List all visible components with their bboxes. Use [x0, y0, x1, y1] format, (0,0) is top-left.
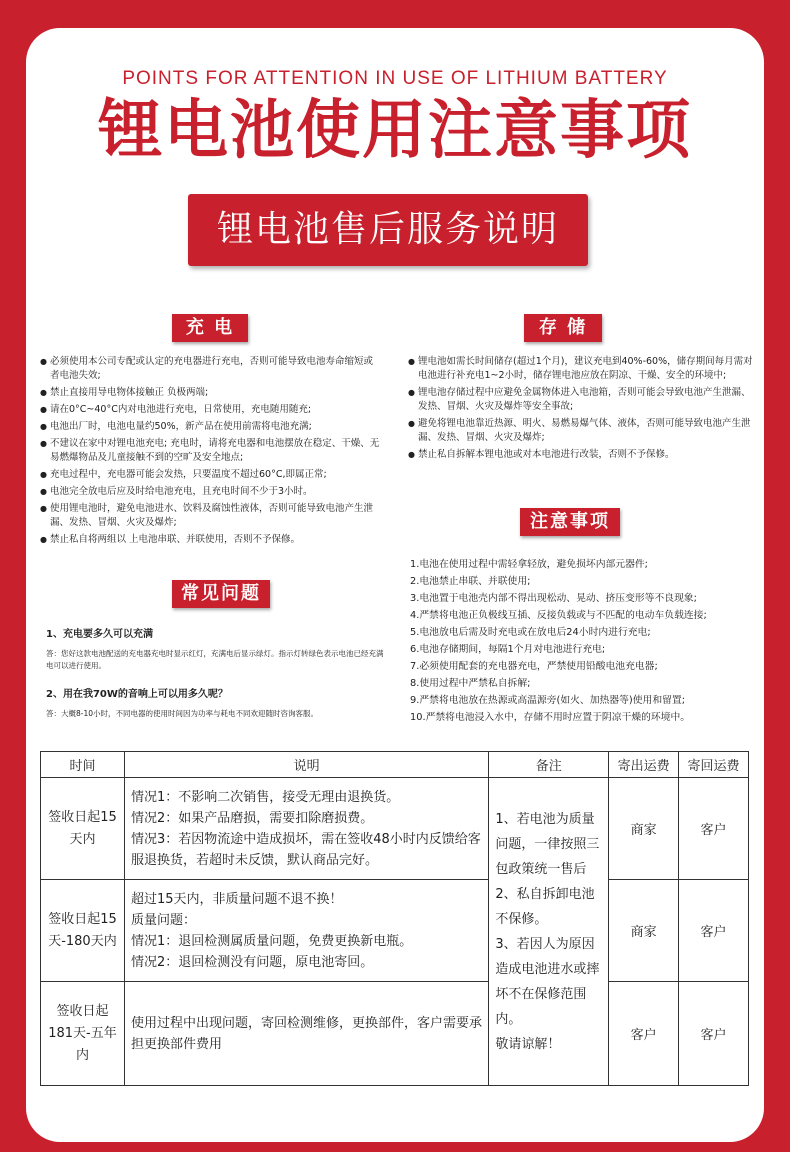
attention-list	[410, 558, 760, 728]
row-time: 签收日起15天内	[41, 778, 125, 880]
header-send-fee: 寄出运费	[609, 752, 679, 778]
header-time: 时间	[41, 752, 125, 778]
storage-item: ● 禁止私自拆解本锂电池或对本电池进行改装，否则不予保修。	[408, 448, 754, 462]
row-send-fee: 商家	[609, 880, 679, 982]
attention-item: 5.电池放电后需及时充电或在放电后24小时内进行充电;	[410, 627, 651, 638]
english-title: POINTS FOR ATTENTION IN USE OF LITHIUM BATTERY	[122, 68, 668, 89]
charging-item: ● 使用锂电池时，避免电池进水、饮料及腐蚀性液体，否则可能导致电池产生泄漏、发热、冒烟、火灾及爆炸;	[40, 502, 380, 530]
service-banner: 锂电池售后服务说明	[188, 194, 588, 266]
table-row	[41, 982, 749, 1086]
attention-item: 4.严禁将电池正负极线互插、反接负载或与不匹配的电动车负载连接;	[410, 610, 707, 621]
attention-item: 10.严禁将电池浸入水中，存储不用时应置于阴凉干燥的环境中。	[410, 712, 691, 723]
notice-card	[26, 28, 764, 1142]
row-send-fee: 商家	[609, 778, 679, 880]
charging-list	[40, 355, 380, 550]
row-desc: 使用过程中出现问题，寄回检测维修，更换部件，客户需要承担更换部件费用	[124, 982, 488, 1086]
charging-item: ● 请在0°C~40°C内对电池进行充电，日常使用，充电随用随充;	[40, 403, 380, 417]
storage-item: ● 避免将锂电池靠近热源、明火、易燃易爆气体、液体，否则可能导致电池产生泄漏、发热、冒烟、火灾及爆炸;	[408, 417, 754, 445]
attention-item: 7.必须使用配套的充电器充电，严禁使用铅酸电池充电器;	[410, 661, 658, 672]
faq-question: 2、用在我70W的音响上可以用多久呢？	[46, 689, 228, 700]
faq-answer: 答：您好这款电池配送的充电器充电时显示红灯，充满电后显示绿灯。指示灯转绿色表示电池已经充满电可以进行使用。	[46, 649, 384, 670]
header-return-fee: 寄回运费	[679, 752, 749, 778]
storage-item: ● 锂电池存储过程中应避免金属物体进入电池箱，否则可能会导致电池产生泄漏、发热、冒烟、火灾及爆炸等安全事故;	[408, 386, 754, 414]
row-desc: 超过15天内，非质量问题不退不换！ 质量问题： 情况1：退回检测属质量问题，免费更换新电瓶。 情况2：退回检测没有问题，原电池寄回。	[124, 880, 488, 982]
attention-item: 8.使用过程中严禁私自拆解;	[410, 678, 531, 689]
charging-item: ● 电池完全放电后应及时给电池充电，且充电时间不少于3小时。	[40, 485, 380, 499]
storage-tag: 存 储	[524, 314, 602, 342]
charging-item: ● 必须使用本公司专配或认定的充电器进行充电，否则可能导致电池寿命缩短或者电池失效;	[40, 355, 380, 383]
attention-tag: 注意事项	[520, 508, 620, 536]
attention-item: 2.电池禁止串联、并联使用;	[410, 576, 531, 587]
row-time: 签收日起15天-180天内	[41, 880, 125, 982]
row-send-fee: 客户	[609, 982, 679, 1086]
faq-list	[46, 628, 386, 736]
faq-question: 1、充电要多久可以充满	[46, 629, 153, 640]
table-row	[41, 880, 749, 982]
table-row	[41, 778, 749, 880]
attention-item: 1.电池在使用过程中需轻拿轻放，避免损坏内部元器件;	[410, 559, 648, 570]
charging-item: ● 禁止直接用导电物体接触正 负极两端;	[40, 386, 380, 400]
attention-item: 3.电池置于电池壳内部不得出现松动、晃动、挤压变形等不良现象;	[410, 593, 697, 604]
header-desc: 说明	[124, 752, 488, 778]
header-note: 备注	[489, 752, 609, 778]
storage-item: ● 锂电池如需长时间储存(超过1个月)，建议充电到40%-60%，储存期间每月需对电池进行补充电1~2小时，储存锂电池应放在阴凉、干燥、安全的环境中;	[408, 355, 754, 383]
row-desc: 情况1：不影响二次销售，接受无理由退换货。 情况2：如果产品磨损，需要扣除磨损费。 情况3：若因物流途中造成损坏，需在签收48小时内反馈给客服退换货，若超时未反馈，默认商品完好。	[124, 778, 488, 880]
charging-item: ● 禁止私自将两组以 上电池串联、并联使用，否则不予保修。	[40, 533, 380, 547]
charging-tag: 充 电	[172, 314, 248, 342]
faq-tag: 常见问题	[172, 580, 270, 608]
note-cell: 1、若电池为质量问题，一律按照三包政策统一售后 2、私自拆卸电池不保修。 3、若因人为原因造成电池进水或摔坏不在保修范围内。 敬请谅解！	[489, 778, 609, 1086]
row-return-fee: 客户	[679, 880, 749, 982]
service-table	[40, 751, 749, 1086]
row-return-fee: 客户	[679, 778, 749, 880]
chinese-title: 锂电池使用注意事项	[98, 94, 692, 168]
faq-answer: 答：大概8-10小时，不同电器的使用时间因为功率与耗电不同欢迎随时咨询客服。	[46, 709, 319, 718]
attention-item: 6.电池存储期间，每隔1个月对电池进行充电;	[410, 644, 606, 655]
charging-item: ● 电池出厂时，电池电量约50%，新产品在使用前需将电池充满;	[40, 420, 380, 434]
row-return-fee: 客户	[679, 982, 749, 1086]
charging-item: ● 充电过程中，充电器可能会发热，只要温度不超过60°C,即属正常;	[40, 468, 380, 482]
attention-item: 9.严禁将电池放在热源或高温源旁(如火、加热器等)使用和留置;	[410, 695, 686, 706]
row-time: 签收日起181天-五年内	[41, 982, 125, 1086]
table-header-row	[41, 752, 749, 778]
charging-item: ● 不建议在家中对锂电池充电; 充电时，请将充电器和电池摆放在稳定、干燥、无易燃爆物品及儿童接触不到的空旷及安全地点;	[40, 437, 380, 465]
storage-list	[408, 355, 754, 465]
